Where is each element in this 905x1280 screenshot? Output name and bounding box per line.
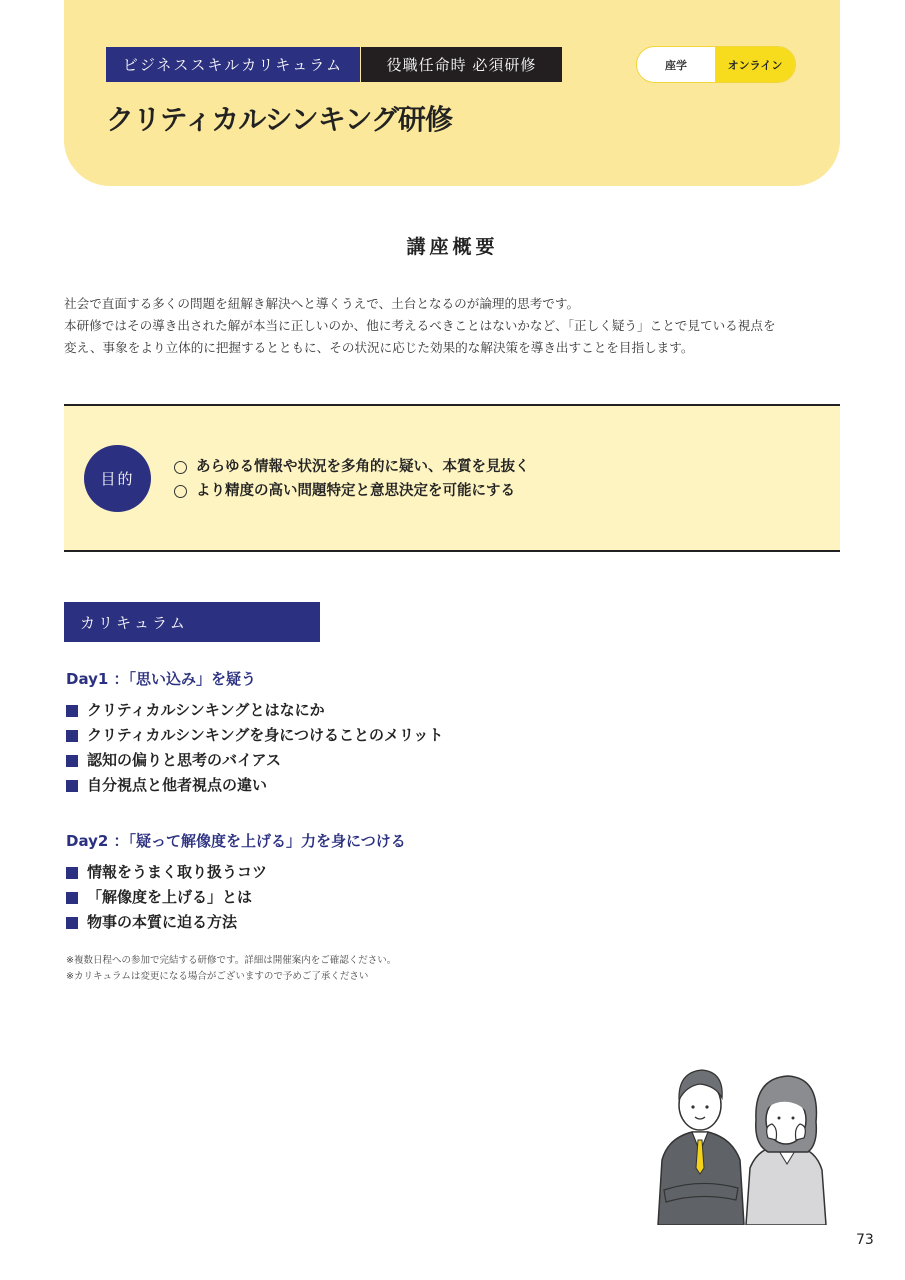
square-bullet-icon	[66, 755, 78, 767]
purpose-list	[174, 455, 530, 503]
list-item: 自分視点と他者視点の違い	[66, 773, 443, 798]
page-number: 73	[856, 1232, 874, 1248]
day1-heading: Day1 ：「思い込み」を疑う	[66, 670, 257, 688]
overview-line: 社会で直面する多くの問題を紐解き解決へと導くうえで、土台となるのが論理的思考です。	[64, 296, 580, 311]
curriculum-heading: カリキュラム	[64, 602, 320, 642]
day2-list	[66, 860, 267, 935]
circle-bullet-icon	[174, 461, 187, 474]
footnotes	[66, 953, 396, 985]
format-inperson-label: 座学	[637, 47, 715, 82]
day2-heading: Day2 ：「疑って解像度を上げる」力を身につける	[66, 832, 406, 850]
square-bullet-icon	[66, 867, 78, 879]
square-bullet-icon	[66, 780, 78, 792]
overview-line: 本研修ではその導き出された解が本当に正しいのか、他に考えるべきことはないかなど、「正しく疑う」ことで見ている視点を	[64, 318, 776, 333]
overview-line: 変え、事象をより立体的に把握するとともに、その状況に応じた効果的な解決策を導き出すことを目指します。	[64, 340, 694, 355]
business-people-illustration	[650, 1060, 840, 1225]
curriculum-tag: ビジネススキルカリキュラム	[106, 47, 360, 82]
required-training-tag: 役職任命時 必須研修	[361, 47, 562, 82]
footnote: ※複数日程への参加で完結する研修です。詳細は開催案内をご確認ください。	[66, 955, 397, 966]
square-bullet-icon	[66, 892, 78, 904]
header-banner	[64, 0, 840, 186]
list-item: 物事の本質に迫る方法	[66, 910, 267, 935]
list-item: 認知の偏りと思考のバイアス	[66, 748, 443, 773]
square-bullet-icon	[66, 730, 78, 742]
overview-heading: 講座概要	[406, 236, 499, 258]
purpose-item: より精度の高い問題特定と意思決定を可能にする	[174, 479, 530, 503]
format-pill	[636, 46, 796, 83]
list-item: クリティカルシンキングとはなにか	[66, 698, 443, 723]
circle-bullet-icon	[174, 485, 187, 498]
square-bullet-icon	[66, 705, 78, 717]
list-item: クリティカルシンキングを身につけることのメリット	[66, 723, 443, 748]
purpose-item: あらゆる情報や状況を多角的に疑い、本質を見抜く	[174, 455, 530, 479]
day1-list	[66, 698, 443, 798]
purpose-badge: 目的	[84, 445, 151, 512]
square-bullet-icon	[66, 917, 78, 929]
format-online-label: オンライン	[715, 47, 795, 82]
overview-text	[64, 293, 844, 359]
list-item: 情報をうまく取り扱うコツ	[66, 860, 267, 885]
footnote: ※カリキュラムは変更になる場合がございますので予めご了承ください	[66, 971, 369, 982]
list-item: 「解像度を上げる」とは	[66, 885, 267, 910]
page-title: クリティカルシンキング研修	[106, 103, 452, 136]
